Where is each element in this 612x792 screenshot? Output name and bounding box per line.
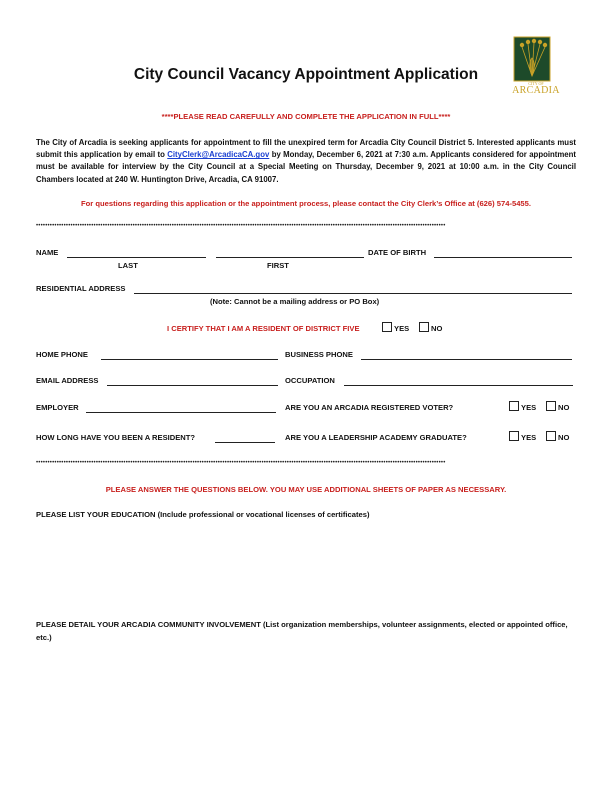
questions-contact-note: For questions regarding this application or the appointment process, please contact the City Clerk’s Office at (626) 574-5455. xyxy=(81,199,531,208)
name-label: NAME xyxy=(36,248,59,257)
home-phone-field[interactable] xyxy=(101,359,278,360)
address-label: RESIDENTIAL ADDRESS xyxy=(36,284,126,293)
certify-yes-option[interactable] xyxy=(382,322,409,333)
dotted-divider-bottom: •••••••••••••••••••••••••••••••••••••••••••••••••••••••••••••••••••••••••••••••••••••••••••••••••••••••••••••••••••••••••••••••••••••••••••••••••••••••••••••••••••••••••••••••••• xyxy=(36,460,446,466)
involvement-label: PLEASE DETAIL YOUR ARCADIA COMMUNITY INVOLVEMENT (List organization memberships, volunteer assignments, elected or appointed office, etc.) xyxy=(36,620,568,642)
certify-yes-label: YES xyxy=(394,324,410,333)
involvement-answer-area[interactable] xyxy=(36,648,576,768)
academy-no-label: NO xyxy=(558,433,570,442)
voter-no-option[interactable] xyxy=(546,401,569,412)
occupation-label: OCCUPATION xyxy=(285,376,335,385)
email-label: EMAIL ADDRESS xyxy=(36,376,99,385)
business-phone-label: BUSINESS PHONE xyxy=(285,350,353,359)
academy-yes-option[interactable] xyxy=(509,431,536,442)
dob-label: DATE OF BIRTH xyxy=(368,248,427,257)
academy-no-checkbox[interactable] xyxy=(546,431,556,441)
resident-length-label: HOW LONG HAVE YOU BEEN A RESIDENT? xyxy=(36,433,196,442)
logo-city-text: CITY OF xyxy=(528,81,544,86)
voter-no-checkbox[interactable] xyxy=(546,401,556,411)
voter-yes-option[interactable] xyxy=(509,401,536,412)
academy-yes-label: YES xyxy=(521,433,537,442)
last-sublabel: LAST xyxy=(118,261,138,270)
voter-label: ARE YOU AN ARCADIA REGISTERED VOTER? xyxy=(285,403,454,412)
certify-no-label: NO xyxy=(431,324,443,333)
address-note: (Note: Cannot be a mailing address or PO Box) xyxy=(210,297,380,306)
last-name-field[interactable] xyxy=(67,257,206,258)
intro-paragraph xyxy=(36,137,576,186)
employer-label: EMPLOYER xyxy=(36,403,79,412)
education-answer-area[interactable] xyxy=(36,524,576,614)
intro-text-part1: The City of Arcadia is seeking applicants for appointment to fill the unexpired term for Arcadia City Council District 5. Interested applicants must submit this application by email to xyxy=(36,138,576,160)
voter-yes-checkbox[interactable] xyxy=(509,401,519,411)
academy-yes-checkbox[interactable] xyxy=(509,431,519,441)
read-carefully-warning: ****PLEASE READ CAREFULLY AND COMPLETE THE APPLICATION IN FULL**** xyxy=(161,112,451,121)
employer-field[interactable] xyxy=(86,412,276,413)
page-title: City Council Vacancy Appointment Application xyxy=(133,66,479,83)
certify-yes-checkbox[interactable] xyxy=(382,322,392,332)
voter-no-label: NO xyxy=(558,403,570,412)
voter-yes-label: YES xyxy=(521,403,537,412)
business-phone-field[interactable] xyxy=(361,359,572,360)
resident-length-field[interactable] xyxy=(215,442,275,443)
email-field[interactable] xyxy=(107,385,278,386)
academy-no-option[interactable] xyxy=(546,431,569,442)
dob-field[interactable] xyxy=(434,257,572,258)
logo-name-text: ARCADIA xyxy=(512,85,560,96)
answer-questions-note: PLEASE ANSWER THE QUESTIONS BELOW. YOU MAY USE ADDITIONAL SHEETS OF PAPER AS NECESSARY. xyxy=(105,485,507,494)
academy-label: ARE YOU A LEADERSHIP ACADEMY GRADUATE? xyxy=(285,433,467,442)
home-phone-label: HOME PHONE xyxy=(36,350,88,359)
certify-district-label: I CERTIFY THAT I AM A RESIDENT OF DISTRICT FIVE xyxy=(167,324,360,333)
certify-no-checkbox[interactable] xyxy=(419,322,429,332)
dotted-divider-top: •••••••••••••••••••••••••••••••••••••••••••••••••••••••••••••••••••••••••••••••••••••••••••••••••••••••••••••••••••••••••••••••••••••••••••••••••••••••••••••••••••••••••••••••••• xyxy=(36,223,446,229)
city-clerk-email-link[interactable]: CityClerk@ArcadicaCA.gov xyxy=(167,150,270,160)
first-name-field[interactable] xyxy=(216,257,364,258)
address-field[interactable] xyxy=(134,293,572,294)
education-label: PLEASE LIST YOUR EDUCATION (Include professional or vocational licenses of certificates) xyxy=(36,510,370,519)
intro-text-part2: by Monday, December 6, 2021 at 7:30 a.m. Applicants considered for appointment must be available for interview by the City Council at a Special Meeting on Thursday, December 9, 2021 at 10:00 a.m. in the City Council Chambers located at 240 W. Huntington Drive, Arcadia, CA 91007. xyxy=(36,150,576,184)
certify-no-option[interactable] xyxy=(419,322,442,333)
first-sublabel: FIRST xyxy=(267,261,289,270)
occupation-field[interactable] xyxy=(344,385,573,386)
